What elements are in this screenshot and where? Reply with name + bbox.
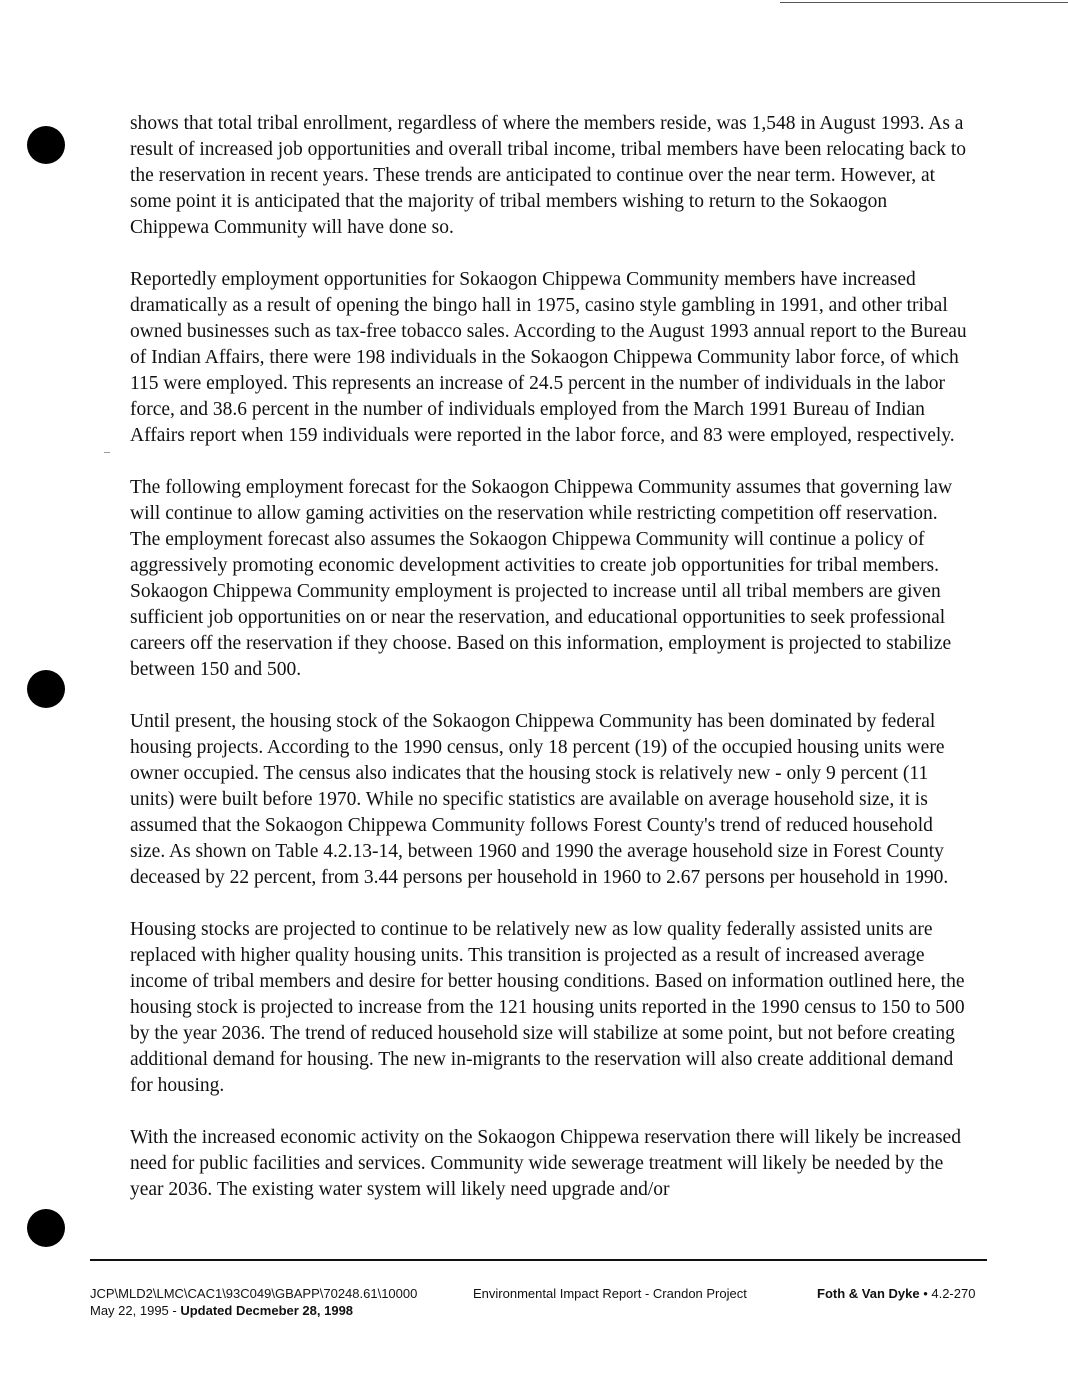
footer-page-info (817, 1285, 975, 1302)
footer-report-title: Environmental Impact Report - Crandon Project (473, 1286, 747, 1301)
paragraph-employment-forecast: The following employment forecast for the Sokaogon Chippewa Community assumes that governing law will continue to allow gaming activities on the reservation while restricting competition off reservation. The employment forecast also assumes the Sokaogon Chippewa Community will continue a policy of aggressively promoting economic development activities to create job opportunities for tribal members. Sokaogon Chippewa Community employment is projected to increase until all tribal members are given sufficient job opportunities on or near the reservation, and educational opportunities to seek professional careers off the reservation if they choose. Based on this information, employment is projected to stabilize between 150 and 500. (130, 477, 953, 680)
footer-file-info (90, 1285, 417, 1319)
margin-tick-mark (104, 452, 110, 453)
document-body (130, 111, 968, 1229)
footer-date-line (90, 1302, 417, 1319)
paragraph-public-facilities: With the increased economic activity on the Sokaogon Chippewa reservation there will likely be increased need for public facilities and services. Community wide sewerage treatment will likely be needed by the year 2036. The existing water system will likely need upgrade and/or (130, 1127, 961, 1200)
footer-divider (90, 1259, 987, 1261)
paragraph-employment-history: Reportedly employment opportunities for Sokaogon Chippewa Community members have increased dramatically as a result of opening the bingo hall in 1975, casino style gambling in 1991, and other tribal owned businesses such as tax-free tobacco sales. According to the August 1993 annual report to the Bureau of Indian Affairs, there were 198 individuals in the Sokaogon Chippewa Community labor force, of which 115 were employed. This represents an increase of 24.5 percent in the number of individuals in the labor force, and 38.6 percent in the number of individuals employed from the March 1991 Bureau of Indian Affairs report when 159 individuals were reported in the labor force, and 83 were employed, respectively. (130, 269, 967, 446)
top-edge-rule (780, 2, 1068, 3)
paragraph-housing-stock: Until present, the housing stock of the Sokaogon Chippewa Community has been dominated by federal housing projects. According to the 1990 census, only 18 percent (19) of the occupied housing units were owner occupied. The census also indicates that the housing stock is relatively new - only 9 percent (11 units) were built before 1970. While no specific statistics are available on average household size, it is assumed that the Sokaogon Chippewa Community follows Forest County's trend of reduced household size. As shown on Table 4.2.13-14, between 1960 and 1990 the average household size in Forest County deceased by 22 percent, from 3.44 persons per household in 1960 to 2.67 persons per household in 1990. (130, 711, 949, 888)
punch-hole-bottom (27, 1209, 65, 1247)
paragraph-enrollment: shows that total tribal enrollment, regardless of where the members reside, was 1,548 in August 1993. As a result of increased job opportunities and overall tribal income, tribal members have been relocating back to the reservation in recent years. These trends are anticipated to continue over the near term. However, at some point it is anticipated that the majority of tribal members wishing to return to the Sokaogon Chippewa Community will have done so. (130, 113, 967, 238)
footer-date-updated: Updated Decmeber 28, 1998 (180, 1303, 354, 1318)
footer-separator: • (919, 1286, 932, 1301)
footer-file-path: JCP\MLD2\LMC\CAC1\93C049\GBAPP\70248.61\10000 (90, 1286, 418, 1301)
punch-hole-middle (27, 670, 65, 708)
paragraph-housing-projection: Housing stocks are projected to continue to be relatively new as low quality federally assisted units are replaced with higher quality housing units. This transition is projected as a result of increased average income of tribal members and desire for better housing conditions. Based on information outlined here, the housing stock is projected to increase from the 121 housing units reported in the 1990 census to 150 to 500 by the year 2036. The trend of reduced household size will stabilize at some point, but not before creating additional demand for housing. The new in-migrants to the reservation will also create additional demand for housing. (130, 919, 965, 1096)
footer-page-number: 4.2-270 (931, 1286, 976, 1301)
punch-hole-top (27, 126, 65, 164)
footer-firm: Foth & Van Dyke (817, 1286, 920, 1301)
footer-date-original: May 22, 1995 - (90, 1303, 181, 1318)
